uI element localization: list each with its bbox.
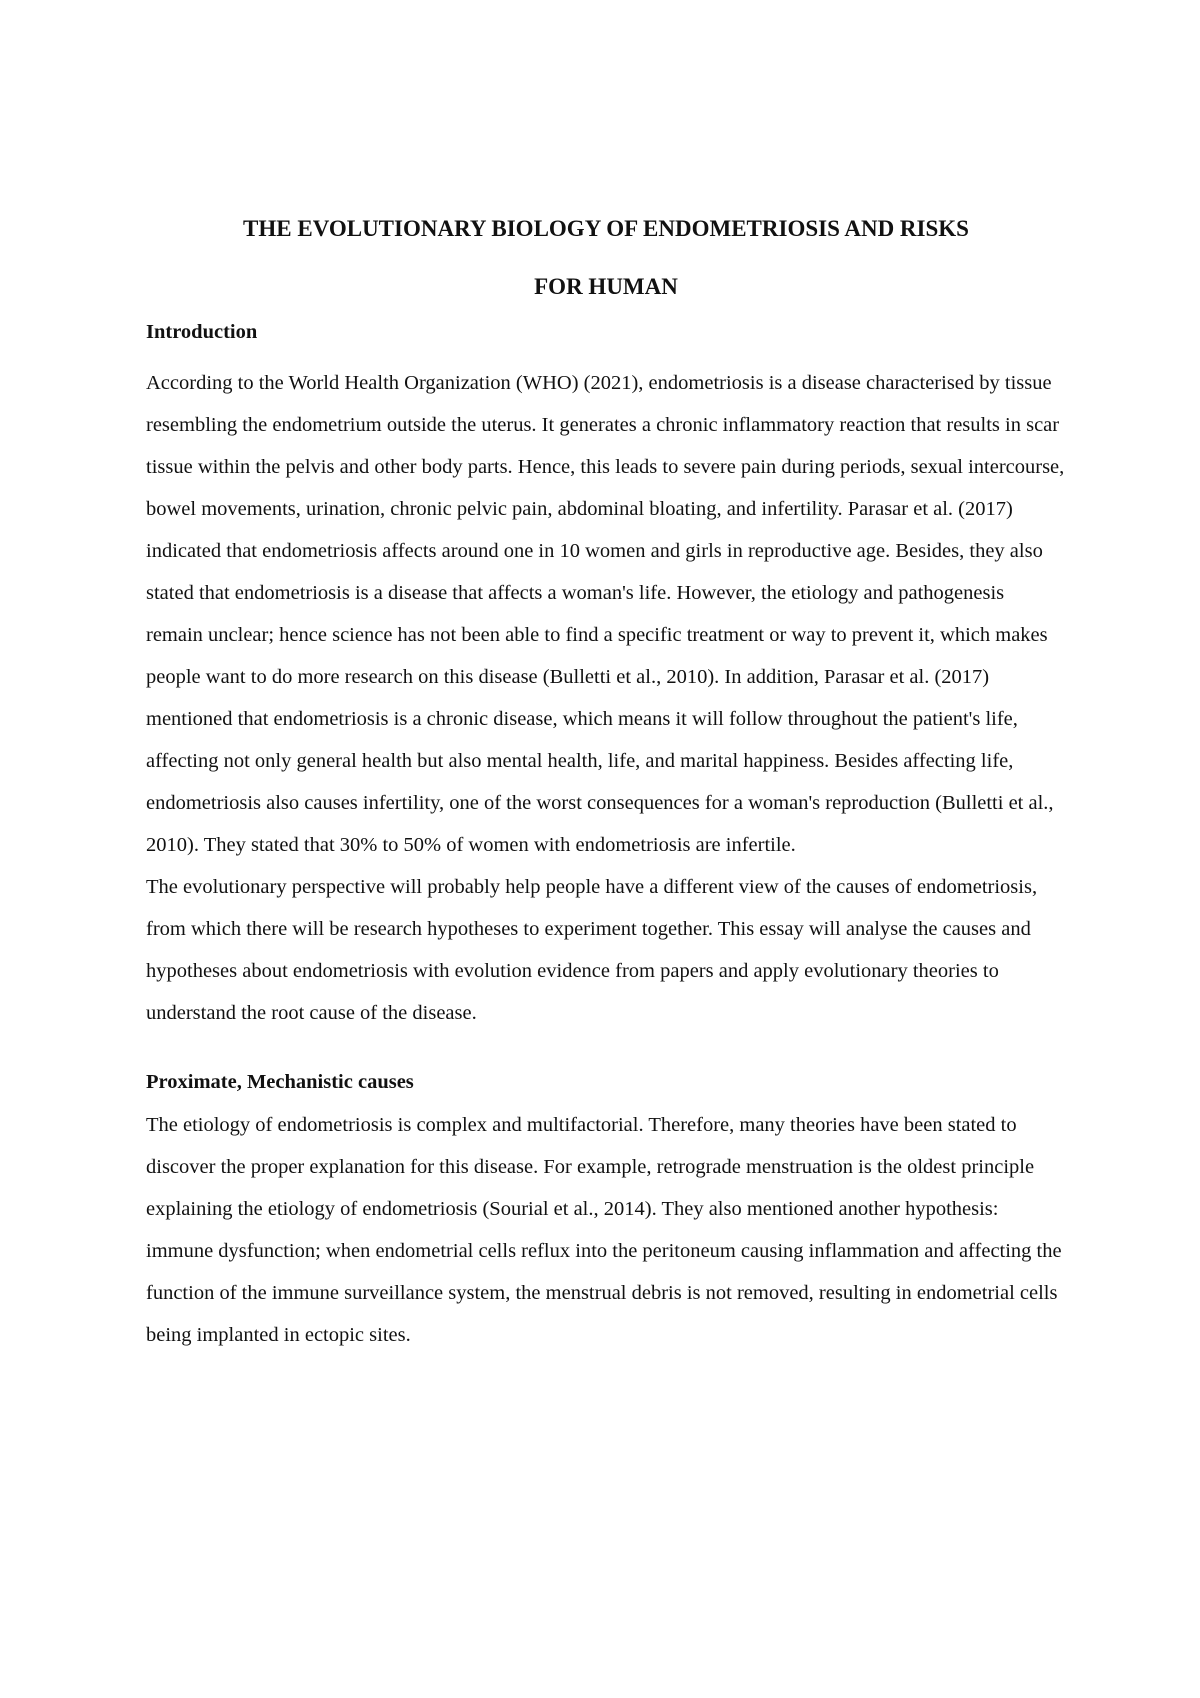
document-content xyxy=(146,200,1066,1356)
section-heading-proximate-causes: Proximate, Mechanistic causes xyxy=(146,1071,414,1093)
proximate-causes-paragraph-1: The etiology of endometriosis is complex and multifactorial. Therefore, many theories have been stated to discover the proper explanation for this disease. For example, retrograde menstruation is the oldest principle explaining the etiology of endometriosis (Sourial et al., 2014). They also mentioned another hypothesis: immune dysfunction; when endometrial cells reflux into the peritoneum causing inflammation and affecting the function of the immune surveillance system, the menstrual debris is not removed, resulting in endometrial cells being implanted in ectopic sites. xyxy=(146,1114,1062,1346)
document-title xyxy=(146,200,1066,316)
document-title-line-2: FOR HUMAN xyxy=(534,274,678,299)
introduction-paragraph-1: According to the World Health Organization (WHO) (2021), endometriosis is a disease characterised by tissue resembling the endometrium outside the uterus. It generates a chronic inflammatory reaction that results in scar tissue within the pelvis and other body parts. Hence, this leads to severe pain during periods, sexual intercourse, bowel movements, urination, chronic pelvic pain, abdominal bloating, and infertility. Parasar et al. (2017) indicated that endometriosis affects around one in 10 women and girls in reproductive age. Besides, they also stated that endometriosis is a disease that affects a woman's life. However, the etiology and pathogenesis remain unclear; hence science has not been able to find a specific treatment or way to prevent it, which makes people want to do more research on this disease (Bulletti et al., 2010). In addition, Parasar et al. (2017) mentioned that endometriosis is a chronic disease, which means it will follow throughout the patient's life, affecting not only general health but also mental health, life, and marital happiness. Besides affecting life, endometriosis also causes infertility, one of the worst consequences for a woman's reproduction (Bulletti et al., 2010). They stated that 30% to 50% of women with endometriosis are infertile. xyxy=(146,372,1065,856)
introduction-paragraph-2: The evolutionary perspective will probably help people have a different view of the causes of endometriosis, from which there will be research hypotheses to experiment together. This essay will analyse the causes and hypotheses about endometriosis with evolution evidence from papers and apply evolutionary theories to understand the root cause of the disease. xyxy=(146,876,1038,1024)
section-heading-introduction: Introduction xyxy=(146,321,258,343)
section-spacer xyxy=(146,1034,1066,1062)
document-title-line-1: THE EVOLUTIONARY BIOLOGY OF ENDOMETRIOSIS AND RISKS xyxy=(243,216,969,241)
